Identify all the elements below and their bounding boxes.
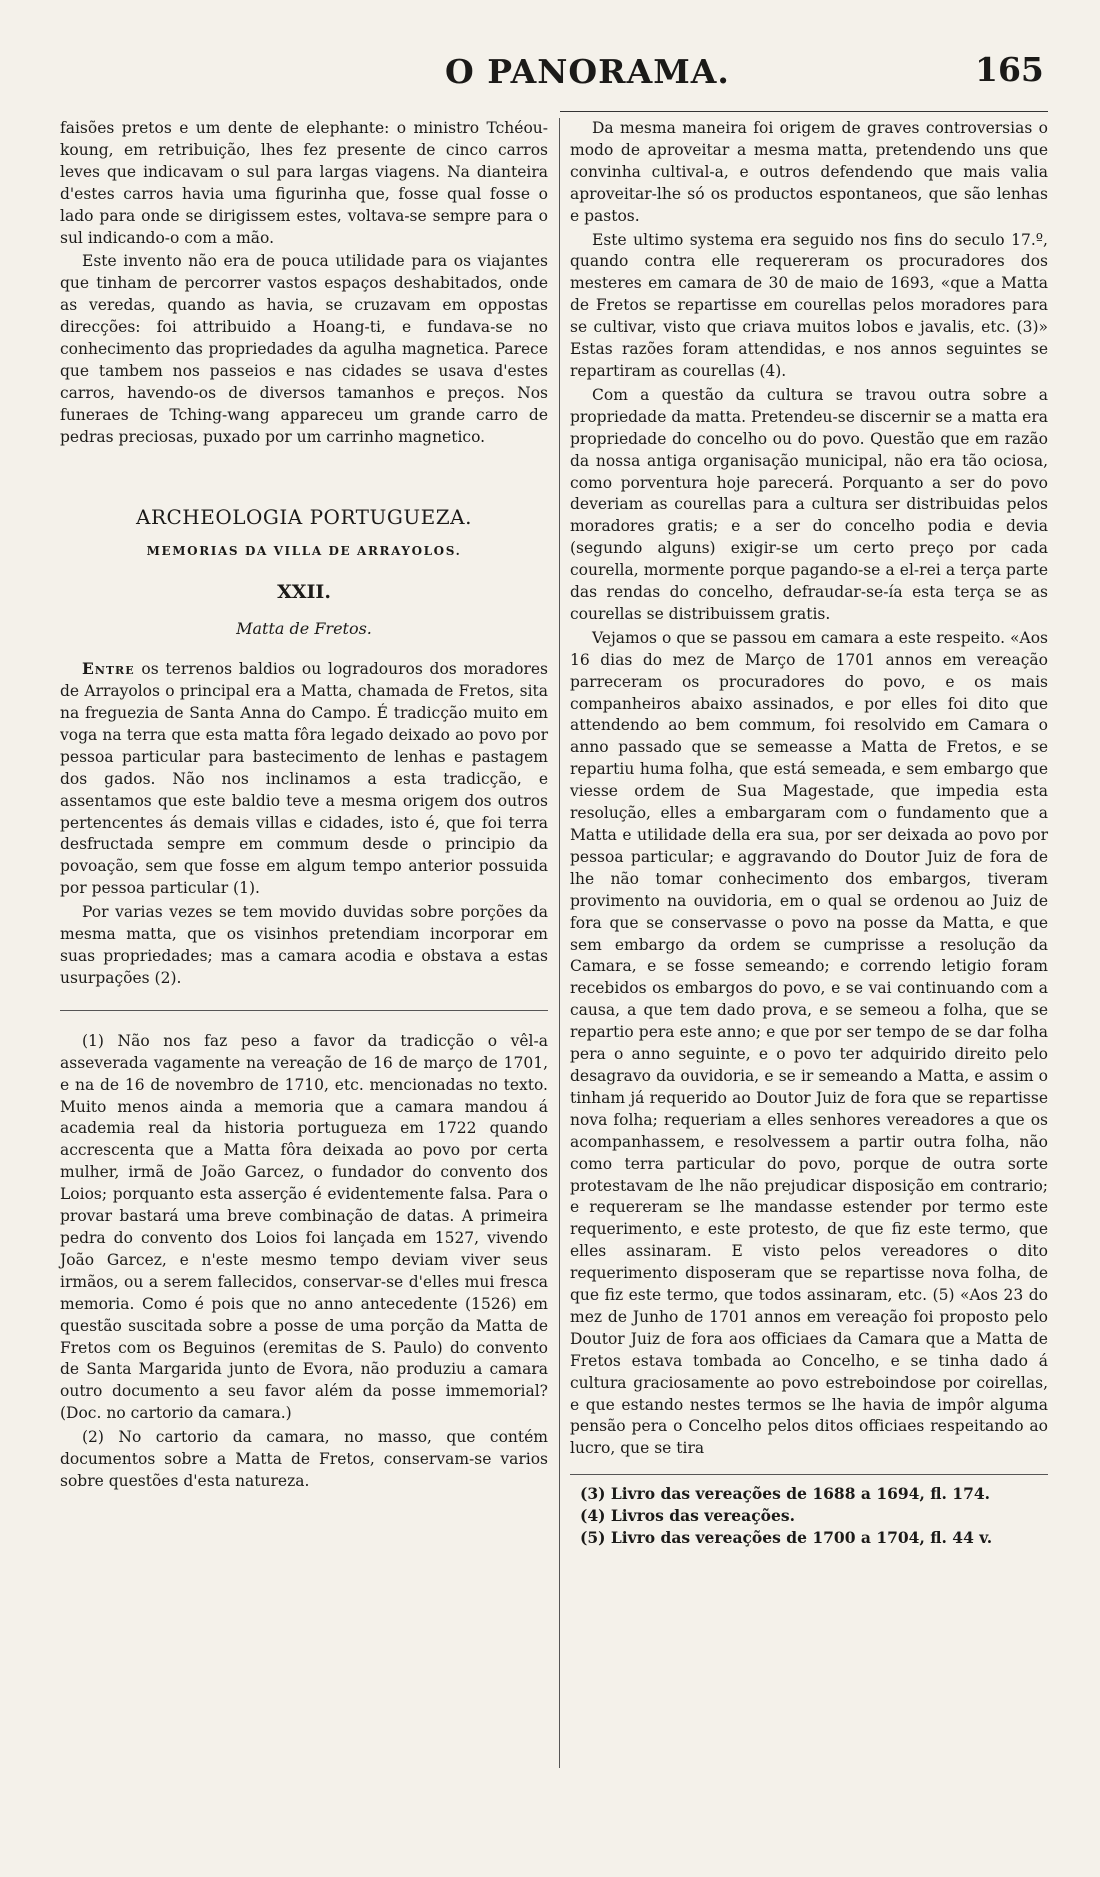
section-heading: ARCHEOLOGIA PORTUGUEZA.: [136, 504, 472, 529]
footnote-3: (3) Livro das vereações de 1688 a 1694, fl. 174.: [580, 1484, 991, 1504]
section-subheading: MEMORIAS DA VILLA DE ARRAYOLOS.: [146, 543, 462, 558]
right-paragraph-4: Vejamos o que se passou em camara a este respeito. «Aos 16 dias do mez de Março de 1701 annos em vereação parreceram os procuradores do povo, e os mais companheiros abaixo assinados, e por elles foi dito que attendendo ao bem commum, foi resolvido em Camara o anno passado que se semeasse a Matta de Fretos, e se repartiu huma folha, que está semeada, e sem embargo que viesse ordem de Sua Magestade, que impedia esta resolução, elles a embargaram com o fundamento que a Matta e utilidade della era sua, por ser deixada ao povo por pessoa particular; e aggravando do Doutor Juiz de fora de lhe não tomar conhecimento dos embargos, tiveram provimento na ouvidoria, em o qual se ordenou ao Juiz de fora que se conservasse o povo na posse da Matta, e que sem embargo da ordem se cumprisse a resolução da Camara, e se fosse semeando; e correndo letigio foram recebidos os embargos do povo, e se vai continuando com a causa, a que tem dado prova, e se semeou a folha, que se repartio pera este anno; e que por ser tempo de se dar folha pera o anno seguinte, e o povo ter adquirido direito pelo desagravo da ouvidoria, e se ir semeando a Matta, e assim o tinham já requerido ao Doutor Juiz de fora que se repartisse nova folha; requeriam a elles senhores vereadores a que os acompanhassem, e resolvessem a partir outra folha, não como terra particular do povo, porque de outra sorte protestavam de lhe não prejudicar disposição em contrario; e requereram se lhe mandasse estender por termo este requerimento, e este protesto, de que fiz este termo, que elles assinaram. E visto pelos vereadores o dito requerimento disposeram que se repartisse nova folha, de que fiz este termo, que todos assinaram, etc. (5) «Aos 23 do mez de Junho de 1701 annos em vereação foi proposto pelo Doutor Juiz de fora aos officiaes da Camara que a Matta de Fretos estava tombada ao Concelho, e se tinha dado á cultura graciosamente ao povo estreboindose por coirellas, e que estando nestes termos se lhe havia de impôr alguma pensão pera o Concelho pelos ditos officiaes respeitando ao lucro, que se tira: [570, 628, 1048, 1458]
left-column: [60, 118, 548, 1495]
section-number: XXII.: [277, 581, 331, 604]
article-paragraph-1: [60, 658, 548, 900]
left-paragraph-continued: faisões pretos e um dente de elephante: o ministro Tchéou-koung, em retribuição, lhes fez presente de cinco carros leves que indicavam o sul para largas viagens. Na dianteira d'estes carros havia uma figurinha que, fosse qual fosse o lado para onde se dirigissem estes, voltava-se sempre para o sul indicando-o com a mão.: [60, 119, 548, 247]
footnote-rule: [60, 1010, 548, 1011]
page-header: [0, 52, 1100, 92]
section-title: Matta de Fretos.: [236, 619, 372, 639]
right-paragraph-3: Com a questão da cultura se travou outra sobre a propriedade da matta. Pretendeu-se discernir se a matta era propriedade do concelho ou do povo. Questão que em razão da nossa antiga organisação municipal, não era tão ociosa, como porventura hoje parecerá. Porquanto a ser do povo deveriam as courellas para a cultura ser distribuidas pelos moradores gratis; e a ser do concelho podia e devia (segundo alguns) exigir-se um certo preço por cada courella, mormente porque pagando-se a el-rei a terça parte das rendas do concelho, defraudar-se-ía esta terça se as courellas se distribuissem gratis.: [570, 385, 1048, 623]
right-footnote-rule: [570, 1474, 1048, 1475]
footnote-2: (2) No cartorio da camara, no masso, que contém documentos sobre a Matta de Fretos, conservam-se varios sobre questões d'esta natureza.: [60, 1428, 548, 1490]
drop-word: Entre: [82, 659, 135, 679]
footnote-1: (1) Não nos faz peso a favor da tradicção o vêl-a asseverada vagamente na vereação de 16 de março de 1701, e na de 16 de novembro de 1710, etc. mencionadas no texto. Muito menos ainda a memoria que a camara mandou á academia real da historia portugueza em 1722 quando accrescenta que a Matta fôra deixada ao povo por certa mulher, irmã de João Garcez, o fundador do convento dos Loios; porquanto esta asserção é evidentemente falsa. Para o provar bastará uma breve combinação de datas. A primeira pedra do convento dos Loios foi lançada em 1527, vivendo João Garcez, e n'este mesmo tempo deviam viver seus irmãos, ou a serem fallecidos, conservar-se d'elles mui fresca memoria. Como é pois que no anno antecedente (1526) em questão suscitada sobre a posse de uma porção da Matta de Fretos com os Beguinos (eremitas de S. Paulo) do convento de Santa Margarida junto de Evora, não produziu a camara outro documento a seu favor além da posse immemorial? (Doc. no cartorio da camara.): [60, 1031, 548, 1423]
right-paragraph-2: Este ultimo systema era seguido nos fins do seculo 17.º, quando contra elle requereram os procuradores dos mesteres em camara de 30 de maio de 1693, «que a Matta de Fretos se repartisse em courellas pelos moradores para se cultivar, visto que criava muitos lobos e javalis, etc. (3)» Estas razões foram attendidas, e nos annos seguintes se repartiram as courellas (4).: [570, 230, 1048, 380]
right-column: [570, 118, 1048, 1549]
left-paragraph-invento: Este invento não era de pouca utilidade para os viajantes que tinham de percorrer vastos espaços deshabitados, onde as veredas, quando as havia, se cruzavam em oppostas direcções: foi attribuido a Hoang-ti, e fundava-se no conhecimento das propriedades da agulha magnetica. Parece que tambem nos passeios e nas cidades se usava d'estes carros, havendo-os de diversos tamanhos e preços. Nos funeraes de Tching-wang appareceu um grande carro de pedras preciosas, puxado por um carrinho magnetico.: [60, 252, 548, 446]
column-divider: [559, 118, 560, 1768]
right-footnotes: [570, 1483, 1048, 1549]
footnote-5: (5) Livro das vereações de 1700 a 1704, fl. 44 v.: [580, 1528, 993, 1548]
article-paragraph-2: Por varias vezes se tem movido duvidas sobre porções da mesma matta, que os visinhos pretendiam incorporar em suas propriedades; mas a camara acodia e obstava a estas usurpações (2).: [60, 903, 548, 987]
page-number: 165: [975, 50, 1044, 89]
right-paragraph-1: Da mesma maneira foi origem de graves controversias o modo de aproveitar a mesma matta, pretendendo uns que convinha cultival-a, e outros defendendo que mais valia aproveitar-lhe só os productos espontaneos, que são lenhas e pastos.: [570, 119, 1048, 225]
journal-title: O PANORAMA.: [445, 52, 730, 91]
header-rule: [560, 111, 1048, 112]
article-paragraph-1-text: os terrenos baldios ou logradouros dos moradores de Arrayolos o principal era a Matta, chamada de Fretos, sita na freguezia de Santa Anna do Campo. É tradicção muito em voga na terra que esta matta fôra legado deixado ao povo por pessoa particular para bastecimento de lenhas e pastagem dos gados. Não nos inclinamos a esta tradicção, e assentamos que este baldio teve a mesma origem dos outros pertencentes ás demais villas e cidades, isto é, que foi terra desfructada sempre em commum desde o principio da povoação, sem que fosse em algum tempo anterior possuida por pessoa particular (1).: [60, 660, 548, 898]
footnote-4: (4) Livros das vereações.: [580, 1506, 795, 1526]
